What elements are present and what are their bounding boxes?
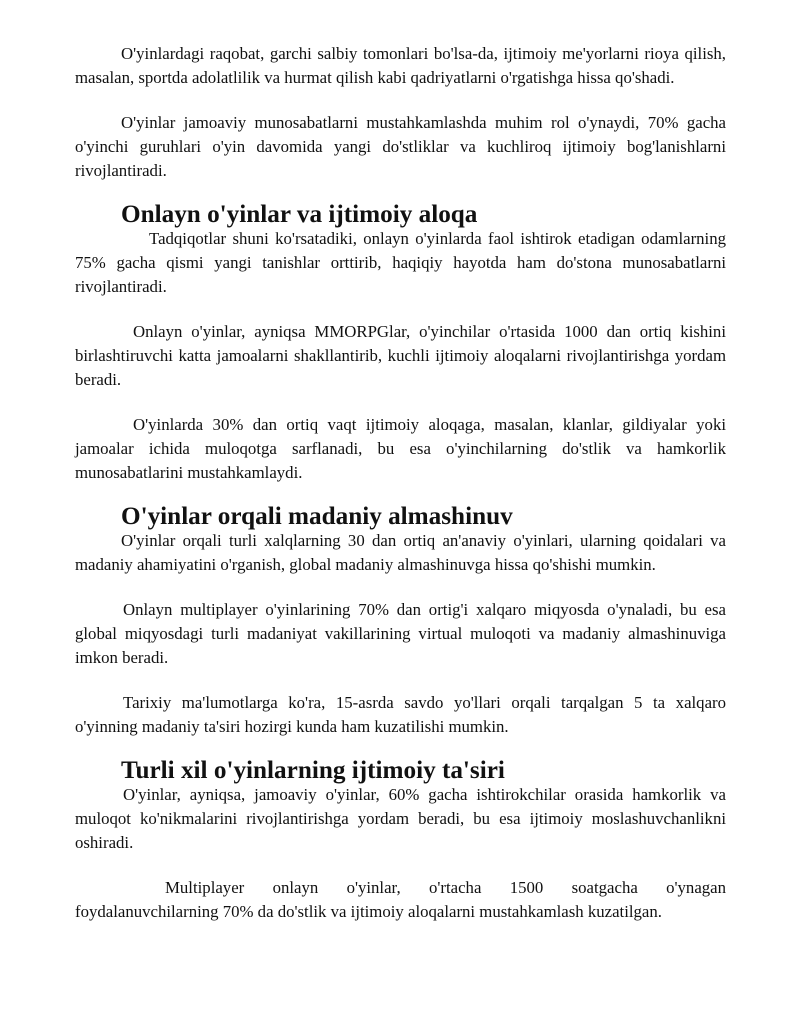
paragraph-competition-values: O'yinlardagi raqobat, garchi salbiy tomonlari bo'lsa-da, ijtimoiy me'yorlarni rioya qilish, masalan, sportda adolatlilik va hurmat qilish kabi qadriyatlarni o'rgatishga hissa qo'shadi. (75, 44, 726, 87)
paragraph-traditional-games: O'yinlar orqali turli xalqlarning 30 dan ortiq an'anaviy o'yinlari, ularning qoidalari va madaniy ahamiyatini o'rganish, global madaniy almashinuvga hissa qo'shishi mumkin. (75, 531, 726, 574)
paragraph-international-multiplayer: Onlayn multiplayer o'yinlarining 70% dan ortig'i xalqaro miqyosda o'ynaladi, bu esa global miqyosdagi turli madaniyat vakillarining virtual muloqoti va madaniy almashinuviga imkon beradi. (75, 600, 726, 667)
paragraph-team-games-cooperation: O'yinlar, ayniqsa, jamoaviy o'yinlar, 60% gacha ishtirokchilar orasida hamkorlik va muloqot ko'nikmalarini rivojlantirishga yordam beradi, bu esa ijtimoiy moslashuvchanlikni oshiradi. (75, 785, 726, 852)
paragraph-social-time: O'yinlarda 30% dan ortiq vaqt ijtimoiy aloqaga, masalan, klanlar, gildiyalar yoki jamoalar ichida muloqotga sarflanadi, bu esa o'yinchilarning do'stlik va hamkorlik munosabatlarini mustahkamlaydi. (75, 415, 726, 482)
section-heading-social-impact: Turli xil o'yinlarning ijtimoiy ta'siri (121, 757, 505, 784)
paragraph-historical-data: Tarixiy ma'lumotlarga ko'ra, 15-asrda savdo yo'llari orqali tarqalgan 5 ta xalqaro o'yinning madaniy ta'siri hozirgi kunda ham kuzatilishi mumkin. (75, 693, 726, 736)
paragraph-mmorpg-communities: Onlayn o'yinlar, ayniqsa MMORPGlar, o'yinchilar o'rtasida 1000 dan ortiq kishini birlashtiruvchi katta jamoalarni shakllantirib, kuchli ijtimoiy aloqalarni rivojlantirishga yordam beradi. (75, 322, 726, 389)
paragraph-multiplayer-friendship: Multiplayer onlayn o'yinlar, o'rtacha 1500 soatgacha o'ynagan foydalanuvchilarning 70% da do'stlik va ijtimoiy aloqalarni mustahkamlash kuzatilgan. (75, 878, 726, 921)
section-heading-online-games: Onlayn o'yinlar va ijtimoiy aloqa (121, 201, 478, 228)
paragraph-research-findings: Tadqiqotlar shuni ko'rsatadiki, onlayn o'yinlarda faol ishtirok etadigan odamlarning 75% gacha qismi yangi tanishlar orttirib, haqiqiy hayotda ham do'stona munosabatlarni rivojlantiradi. (75, 229, 726, 296)
paragraph-team-relations: O'yinlar jamoaviy munosabatlarni mustahkamlashda muhim rol o'ynaydi, 70% gacha o'yinchi guruhlari o'yin davomida yangi do'stliklar va kuchliroq ijtimoiy bog'lanishlarni rivojlantiradi. (75, 113, 726, 180)
section-heading-cultural-exchange: O'yinlar orqali madaniy almashinuv (121, 503, 513, 530)
